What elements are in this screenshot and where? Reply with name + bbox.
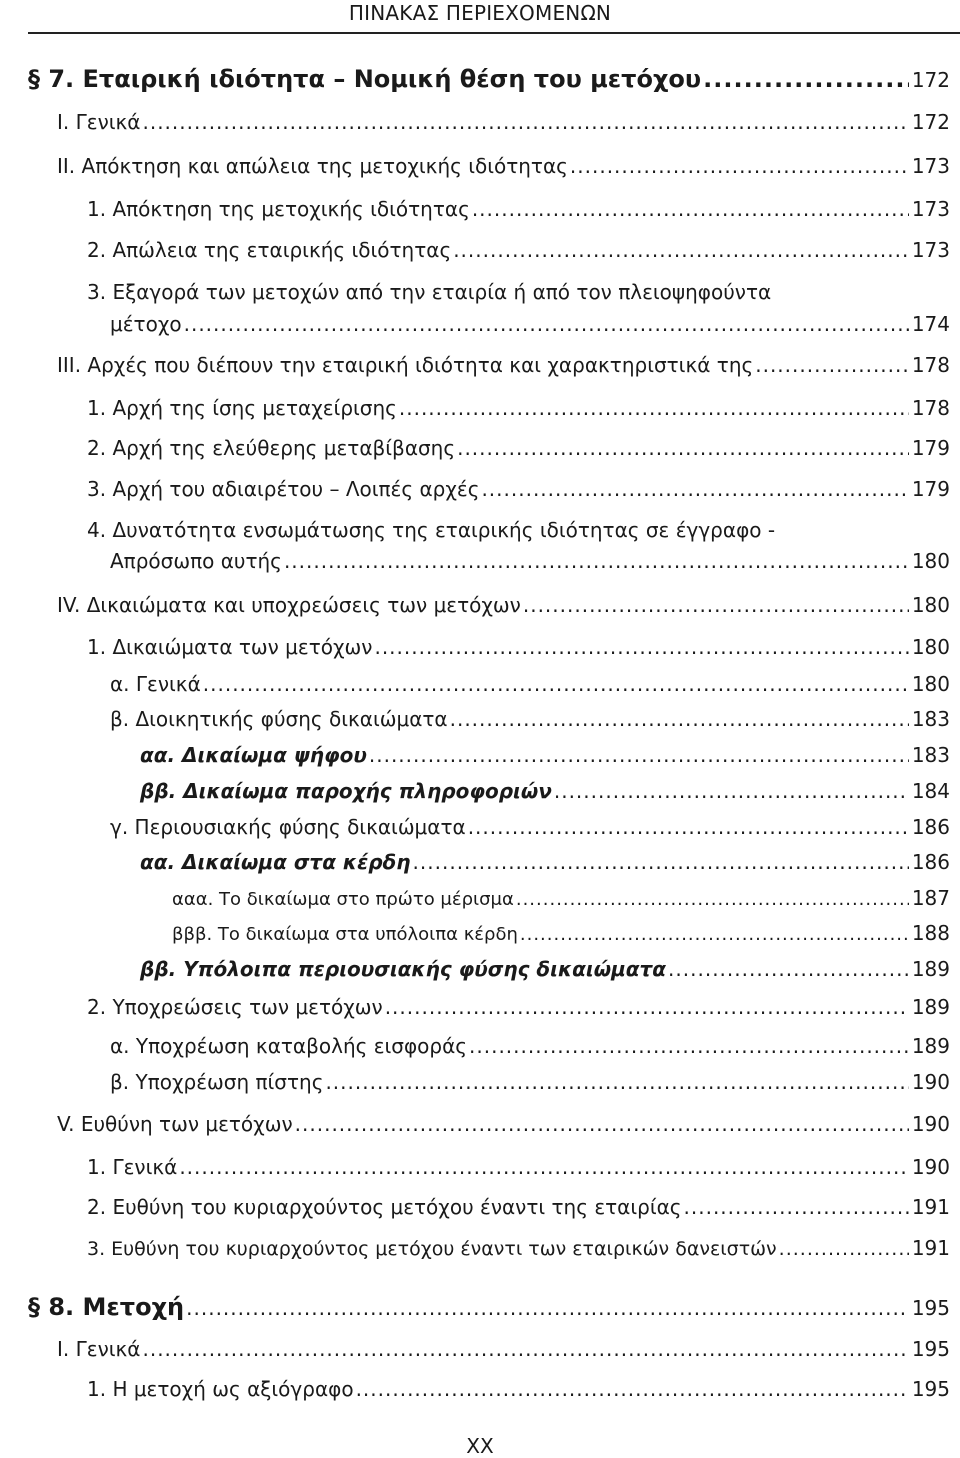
toc-entry[interactable]: α. Υποχρέωση καταβολής εισφοράς ..... 189 [110, 1033, 950, 1059]
toc-entry-section-7[interactable]: § 7. Εταιρική ιδιότητα – Νομική θέση του μετόχου ..... 172 [28, 66, 950, 93]
toc-entry[interactable]: 1. Η μετοχή ως αξιόγραφο ..... 195 [87, 1376, 950, 1402]
toc-entry[interactable]: ββ. Υπόλοιπα περιουσιακής φύσης δικαιώματα ..... 189 [140, 956, 950, 982]
toc-entry[interactable]: 1. Δικαιώματα των μετόχων ..... 180 [87, 634, 950, 660]
toc-entry[interactable]: III. Αρχές που διέπουν την εταιρική ιδιότητα και χαρακτηριστικά της ..... 178 [57, 352, 950, 378]
toc-entry[interactable]: α. Γενικά ..... 180 [110, 671, 950, 697]
toc-entry[interactable]: 2. Απώλεια της εταιρικής ιδιότητας ..... 173 [87, 237, 950, 263]
toc-entry[interactable]: Απρόσωπο αυτής ..... 180 [110, 548, 950, 574]
toc-entry[interactable]: αα. Δικαίωμα ψήφου ..... 183 [140, 742, 950, 768]
toc-entry[interactable]: 2. Υποχρεώσεις των μετόχων ..... 189 [87, 994, 950, 1020]
page-number: XX [466, 1434, 494, 1458]
toc-entry[interactable]: I. Γενικά ..... 195 [57, 1336, 950, 1362]
toc-entry[interactable]: αα. Δικαίωμα στα κέρδη ..... 186 [140, 849, 950, 875]
toc-entry[interactable]: 1. Αρχή της ίσης μεταχείρισης ..... 178 [87, 395, 950, 421]
toc-entry[interactable]: 1. Απόκτηση της μετοχικής ιδιότητας ..... 173 [87, 196, 950, 222]
toc-entry[interactable]: 2. Αρχή της ελεύθερης μεταβίβασης ..... 179 [87, 435, 950, 461]
toc-entry-section-8[interactable]: § 8. Μετοχή ..... 195 [28, 1294, 950, 1321]
toc-entry[interactable]: 3. Αρχή του αδιαιρέτου – Λοιπές αρχές ..... 179 [87, 476, 950, 502]
toc-entry[interactable]: IV. Δικαιώματα και υποχρεώσεις των μετόχων ..... 180 [57, 592, 950, 618]
toc-entry[interactable]: ββ. Δικαίωμα παροχής πληροφοριών ..... 184 [140, 778, 950, 804]
toc-entry[interactable]: I. Γενικά ..... 172 [57, 109, 950, 135]
toc-entry[interactable]: II. Απόκτηση και απώλεια της μετοχικής ιδιότητας ..... 173 [57, 153, 950, 179]
toc-entry-line1[interactable]: 4. Δυνατότητα ενσωμάτωσης της εταιρικής ιδιότητας σε έγγραφο - [87, 518, 776, 542]
toc-entry[interactable]: 3. Ευθύνη του κυριαρχούντος μετόχου έναντι των εταιρικών δανειστών ..... 191 [87, 1235, 950, 1262]
running-header: ΠΙΝΑΚΑΣ ΠΕΡΙΕΧΟΜΕΝΩΝ [348, 1, 612, 25]
toc-entry[interactable]: 2. Ευθύνη του κυριαρχούντος μετόχου έναντι της εταιρίας ..... 191 [87, 1194, 950, 1220]
toc-entry[interactable]: β. Διοικητικής φύσης δικαιώματα ..... 183 [110, 706, 950, 732]
toc-entry[interactable]: ααα. Το δικαίωμα στο πρώτο μέρισμα ..... 187 [172, 885, 950, 913]
toc-entry[interactable]: β. Υποχρέωση πίστης ..... 190 [110, 1069, 950, 1095]
toc-entry[interactable]: βββ. Το δικαίωμα στα υπόλοιπα κέρδη ..... 188 [172, 920, 950, 948]
toc-entry[interactable]: 1. Γενικά ..... 190 [87, 1154, 950, 1180]
toc-entry[interactable]: μέτοχο ..... 174 [110, 311, 950, 337]
toc-entry[interactable]: V. Ευθύνη των μετόχων ..... 190 [57, 1111, 950, 1137]
toc-entry[interactable]: γ. Περιουσιακής φύσης δικαιώματα ..... 186 [110, 814, 950, 840]
toc-entry-line1[interactable]: 3. Εξαγορά των μετοχών από την εταιρία ή από τον πλειοψηφούντα [87, 280, 772, 304]
